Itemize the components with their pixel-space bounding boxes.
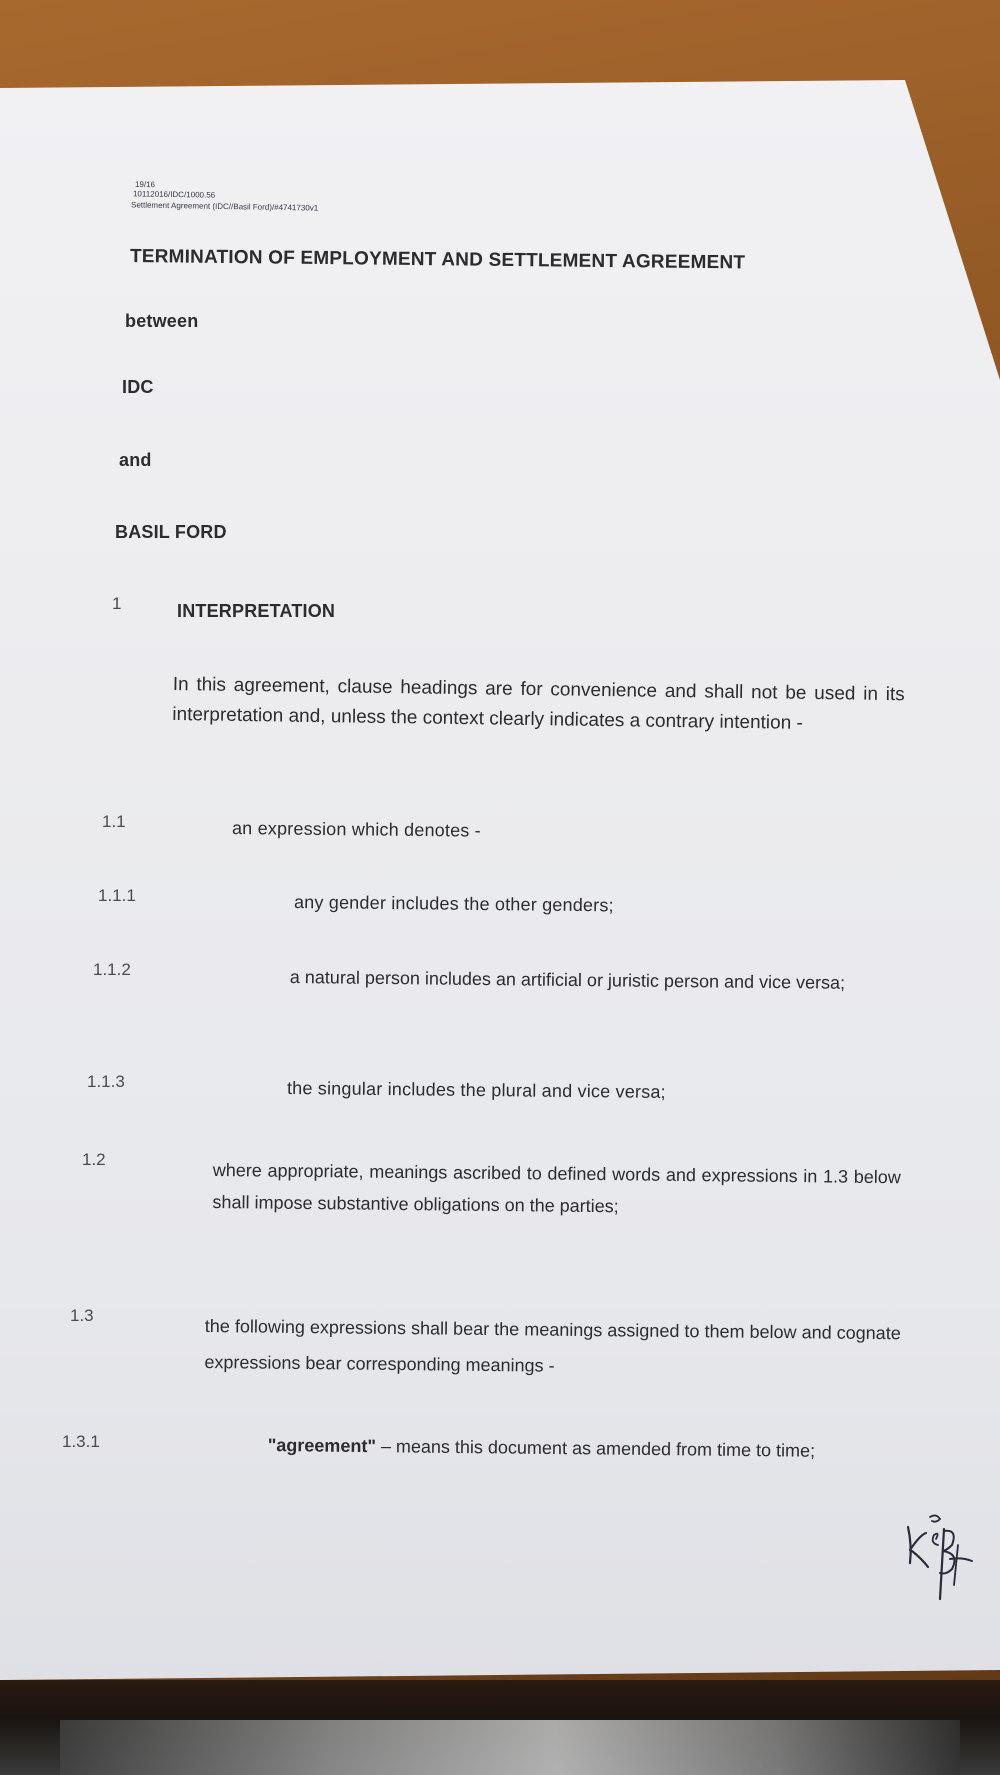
header-ref-line-2: 10112016/IDC/1000.56 xyxy=(132,189,216,200)
clause-text: an expression which denotes - xyxy=(231,818,482,841)
party-idc: IDC xyxy=(122,377,154,397)
clause-number: 1.1 xyxy=(102,812,126,831)
and-label: and xyxy=(119,450,152,470)
section-heading: INTERPRETATION xyxy=(177,601,336,621)
clause-text: the following expressions shall bear the meanings assigned to them below and cognate expressions bear corresponding meanings - xyxy=(204,1315,901,1376)
clause-number: 1.3 xyxy=(70,1306,94,1325)
document-title: TERMINATION OF EMPLOYMENT AND SETTLEMENT AGREEMENT xyxy=(129,246,746,274)
handwritten-initials xyxy=(900,1505,980,1605)
between-label: between xyxy=(125,311,199,331)
party-basil-ford: BASIL FORD xyxy=(115,522,227,542)
clause-number: 1.1.2 xyxy=(93,960,131,979)
clause-text-agreement xyxy=(268,1427,900,1470)
clause-text: where appropriate, meanings ascribed to defined words and expressions in 1.3 below shall impose substantive obligations on the parties; xyxy=(212,1159,901,1217)
defined-term: "agreement" xyxy=(267,1434,377,1457)
clause-number: 1.3.1 xyxy=(62,1432,100,1451)
clause-number: 1.1.3 xyxy=(87,1072,125,1091)
section-intro: In this agreement, clause headings are for convenience and shall not be used in its interpretation and, unless the context clearly indicates a contrary intention - xyxy=(172,673,905,734)
section-number: 1 xyxy=(112,594,122,613)
header-ref-line-3: Settlement Agreement (IDC//Basil Ford)/#4741730v1 xyxy=(130,200,319,213)
clause-number: 1.1.1 xyxy=(98,886,136,905)
clause-text: the singular includes the plural and vice versa; xyxy=(286,1078,666,1102)
definition-text: – means this document as amended from time to time; xyxy=(375,1436,816,1461)
clause-text: any gender includes the other genders; xyxy=(293,892,614,916)
clause-number: 1.2 xyxy=(82,1150,106,1169)
header-ref-line-1: 19/16 xyxy=(134,179,156,190)
clause-text: a natural person includes an artificial or juristic person and vice versa; xyxy=(289,966,846,993)
